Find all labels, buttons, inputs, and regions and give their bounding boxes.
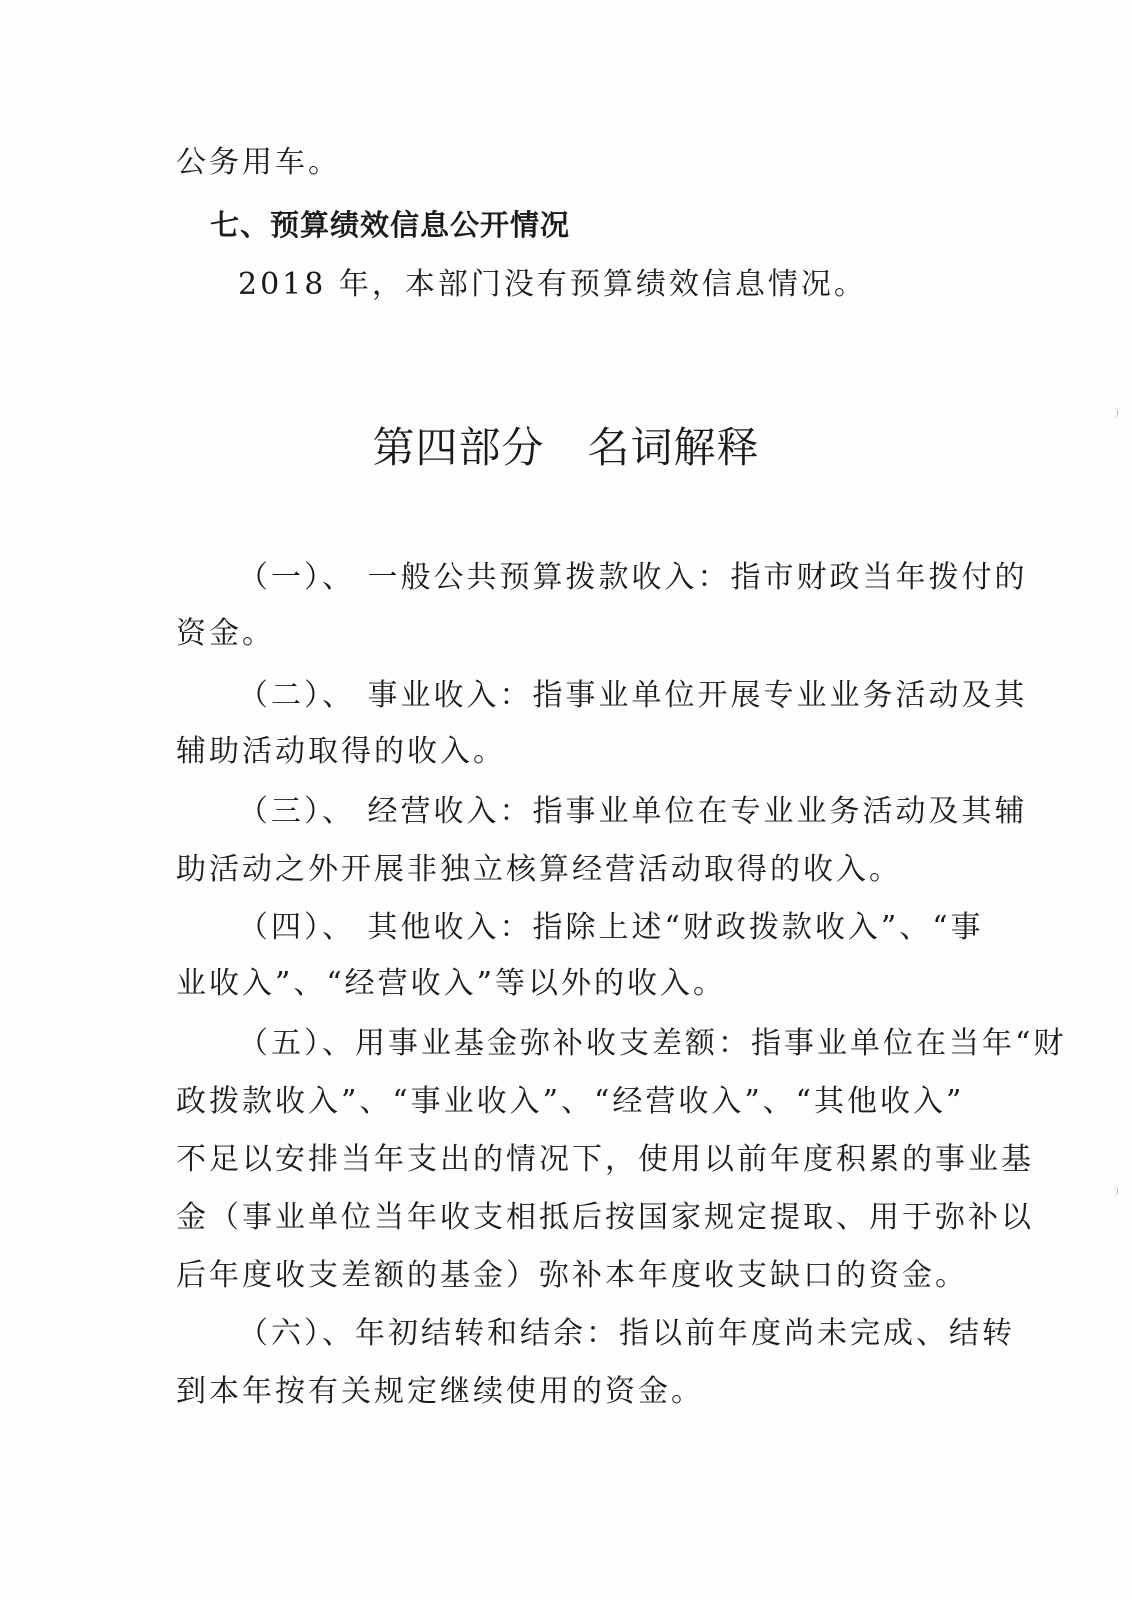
term-5-line-3: 不足以安排当年支出的情况下，使用以前年度积累的事业基 [176,1142,1034,1177]
section-7-body: 2018 年，本部门没有预算绩效信息情况。 [238,267,867,302]
term-5-line-4: 金（事业单位当年收支相抵后按国家规定提取、用于弥补以 [176,1200,1034,1235]
term-5-line-1: （五）、用事业基金弥补收支差额：指事业单位在当年“财 [238,1026,1067,1061]
term-3-line-1: （三）、 经营收入：指事业单位在专业业务活动及其辅 [238,794,1028,829]
term-4-line-1: （四）、 其他收入：指除上述“财政拨款收入”、“事 [238,910,984,945]
term-5-line-5: 后年度收支差额的基金）弥补本年度收支缺口的资金。 [176,1258,968,1293]
scan-artifact [1114,1186,1118,1196]
section-tail-text: 公务用车。 [176,145,341,180]
part-4-title: 第四部分 名词解释 [372,423,760,472]
term-1-line-1: （一）、 一般公共预算拨款收入：指市财政当年拨付的 [238,560,1028,595]
term-2-line-1: （二）、 事业收入：指事业单位开展专业业务活动及其 [238,678,1028,713]
term-2-line-2: 辅助活动取得的收入。 [176,734,506,769]
term-5-line-2: 政拨款收入”、“事业收入”、“经营收入”、“其他收入” [176,1084,965,1119]
term-1-line-2: 资金。 [176,616,275,651]
scan-artifact [1114,408,1118,418]
term-4-line-2: 业收入”、“经营收入”等以外的收入。 [176,966,727,1001]
term-6-line-2: 到本年按有关规定继续使用的资金。 [176,1374,704,1409]
term-6-line-1: （六）、年初结转和结余：指以前年度尚未完成、结转 [238,1316,1015,1351]
term-3-line-2: 助活动之外开展非独立核算经营活动取得的收入。 [176,852,902,887]
section-7-heading: 七、预算绩效信息公开情况 [210,208,571,242]
